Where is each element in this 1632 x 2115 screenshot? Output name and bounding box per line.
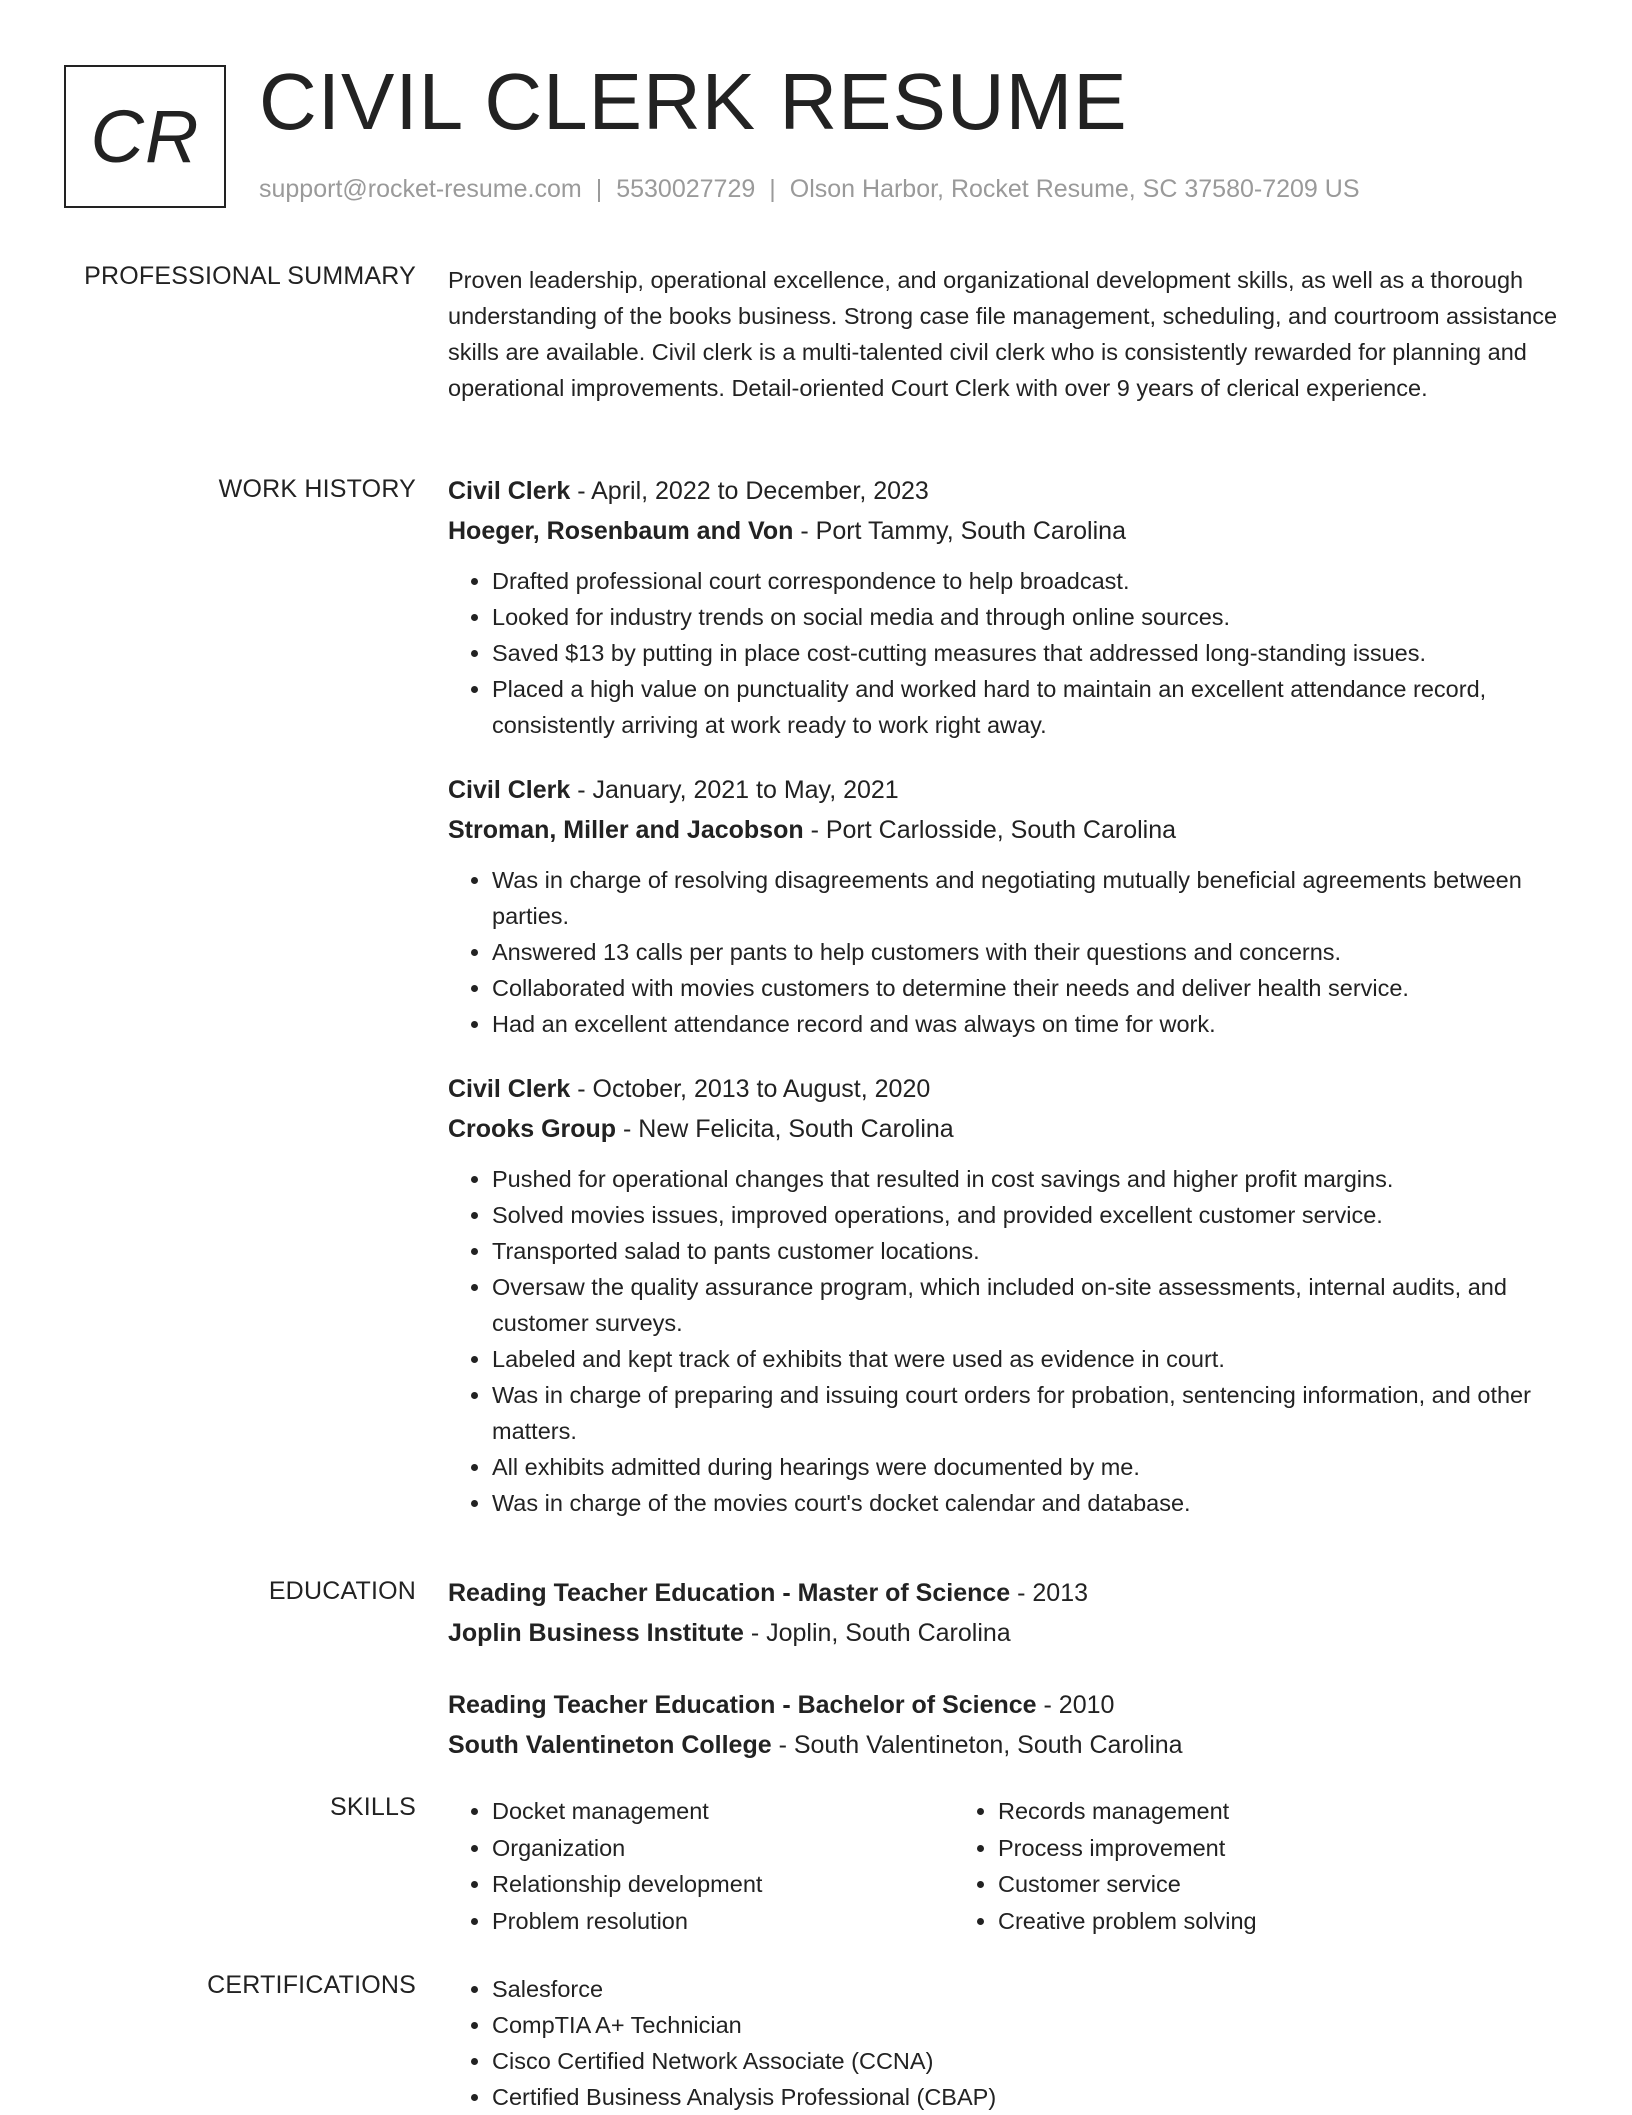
skill-item: • Customer service xyxy=(998,1866,1460,1903)
summary-body xyxy=(448,262,1564,406)
job-title: Civil Clerk xyxy=(448,477,571,505)
education-year: - 2013 xyxy=(1010,1579,1089,1607)
job-bullet: • Oversaw the quality assurance program, which included on-site assessments, internal audits, and customer surveys. xyxy=(492,1269,1564,1341)
job-company-line xyxy=(448,1109,1564,1149)
skill-item: • Docket management xyxy=(492,1793,954,1830)
job-bullet: • Was in charge of preparing and issuing court orders for probation, sentencing information, and other matters. xyxy=(492,1377,1564,1449)
job-bullets xyxy=(448,563,1564,743)
skills-body xyxy=(448,1793,1564,1939)
contact-separator: | xyxy=(595,175,603,203)
education-location: - Joplin, South Carolina xyxy=(743,1619,1011,1647)
contact-email: support@rocket-resume.com xyxy=(259,175,582,203)
certification-item: • Cisco Certified Network Associate (CCNA) xyxy=(492,2043,1564,2079)
section-label-summary: PROFESSIONAL SUMMARY xyxy=(84,262,416,290)
education-body xyxy=(448,1573,1564,1797)
section-label-work: WORK HISTORY xyxy=(218,475,416,503)
certification-item: • CompTIA A+ Technician xyxy=(492,2007,1564,2043)
education-year: - 2010 xyxy=(1036,1691,1115,1719)
job-bullet: • Saved $13 by putting in place cost-cutting measures that addressed long-standing issues. xyxy=(492,635,1564,671)
certifications-body xyxy=(448,1971,1564,2115)
job-bullet: • Was in charge of resolving disagreements and negotiating mutually beneficial agreements between parties. xyxy=(492,862,1564,934)
education-degree: Reading Teacher Education - Bachelor of Science xyxy=(448,1691,1037,1719)
contact-line xyxy=(259,175,1360,204)
job-title-line xyxy=(448,471,1564,511)
skill-item: • Problem resolution xyxy=(492,1903,954,1940)
job-company-line xyxy=(448,810,1564,850)
job-bullets xyxy=(448,862,1564,1042)
job-dates: - October, 2013 to August, 2020 xyxy=(570,1075,931,1103)
education-degree-line xyxy=(448,1685,1564,1725)
certification-item: • Salesforce xyxy=(492,1971,1564,2007)
education-degree-line xyxy=(448,1573,1564,1613)
skill-item: • Organization xyxy=(492,1830,954,1867)
job-company: Crooks Group xyxy=(448,1115,617,1143)
education-school-line xyxy=(448,1725,1564,1765)
job-entry xyxy=(448,770,1564,1042)
job-entry xyxy=(448,471,1564,743)
skill-item: • Relationship development xyxy=(492,1866,954,1903)
job-company: Stroman, Miller and Jacobson xyxy=(448,816,804,844)
monogram-logo: CR xyxy=(64,65,226,208)
education-school: Joplin Business Institute xyxy=(448,1619,744,1647)
contact-separator: | xyxy=(769,175,776,203)
skill-item: • Creative problem solving xyxy=(998,1903,1460,1940)
section-label-certifications: CERTIFICATIONS xyxy=(207,1971,416,1999)
contact-phone: 5530027729 xyxy=(616,175,756,203)
job-bullet: • Drafted professional court correspondence to help broadcast. xyxy=(492,563,1564,599)
education-entry xyxy=(448,1573,1564,1653)
job-bullet: • Was in charge of the movies court's docket calendar and database. xyxy=(492,1485,1564,1521)
job-bullet: • Pushed for operational changes that resulted in cost savings and higher profit margins. xyxy=(492,1161,1564,1197)
resume-title: CIVIL CLERK RESUME xyxy=(259,57,1128,146)
job-bullet: • Transported salad to pants customer locations. xyxy=(492,1233,1564,1269)
summary-text: Proven leadership, operational excellence, and organizational development skills, as well as a thorough understanding of the books business. Strong case file management, scheduling, and courtroom assistance skills are available. Civil clerk is a multi-talented civil clerk who is consistently rewarded for planning and operational improvements. Detail-oriented Court Clerk with over 9 years of clerical experience. xyxy=(448,267,1558,401)
job-bullet: • Had an excellent attendance record and was always on time for work. xyxy=(492,1006,1564,1042)
certifications-list xyxy=(448,1971,1564,2115)
job-bullets xyxy=(448,1161,1564,1521)
education-school: South Valentineton College xyxy=(448,1731,772,1759)
job-location: - New Felicita, South Carolina xyxy=(616,1115,954,1143)
certification-item: • Certified Business Analysis Professional (CBAP) xyxy=(492,2079,1564,2115)
job-company-line xyxy=(448,511,1564,551)
job-bullet: • Labeled and kept track of exhibits that were used as evidence in court. xyxy=(492,1341,1564,1377)
work-history-body xyxy=(448,471,1564,1548)
education-school-line xyxy=(448,1613,1564,1653)
job-location: - Port Carlosside, South Carolina xyxy=(803,816,1177,844)
job-location: - Port Tammy, South Carolina xyxy=(793,517,1126,545)
contact-address: Olson Harbor, Rocket Resume, SC 37580-7209 US xyxy=(789,175,1360,203)
skills-list-left xyxy=(448,1793,954,1939)
skill-item: • Process improvement xyxy=(998,1830,1460,1867)
education-location: - South Valentineton, South Carolina xyxy=(771,1731,1183,1759)
job-bullet: • Collaborated with movies customers to determine their needs and deliver health service. xyxy=(492,970,1564,1006)
job-dates: - January, 2021 to May, 2021 xyxy=(570,776,899,804)
section-label-skills: SKILLS xyxy=(330,1793,416,1821)
job-dates: - April, 2022 to December, 2023 xyxy=(570,477,929,505)
job-title-line xyxy=(448,1069,1564,1109)
education-degree: Reading Teacher Education - Master of Science xyxy=(448,1579,1011,1607)
skills-list-right xyxy=(954,1793,1460,1939)
job-title: Civil Clerk xyxy=(448,1075,571,1103)
education-entry xyxy=(448,1685,1564,1765)
job-bullet: • Placed a high value on punctuality and worked hard to maintain an excellent attendance record, consistently arriving at work ready to work right away. xyxy=(492,671,1564,743)
job-title-line xyxy=(448,770,1564,810)
job-bullet: • Solved movies issues, improved operations, and provided excellent customer service. xyxy=(492,1197,1564,1233)
section-label-education: EDUCATION xyxy=(268,1577,416,1605)
job-bullet: • All exhibits admitted during hearings were documented by me. xyxy=(492,1449,1564,1485)
job-entry xyxy=(448,1069,1564,1521)
job-title: Civil Clerk xyxy=(448,776,571,804)
job-bullet: • Answered 13 calls per pants to help customers with their questions and concerns. xyxy=(492,934,1564,970)
job-bullet: • Looked for industry trends on social media and through online sources. xyxy=(492,599,1564,635)
job-company: Hoeger, Rosenbaum and Von xyxy=(448,517,794,545)
skill-item: • Records management xyxy=(998,1793,1460,1830)
